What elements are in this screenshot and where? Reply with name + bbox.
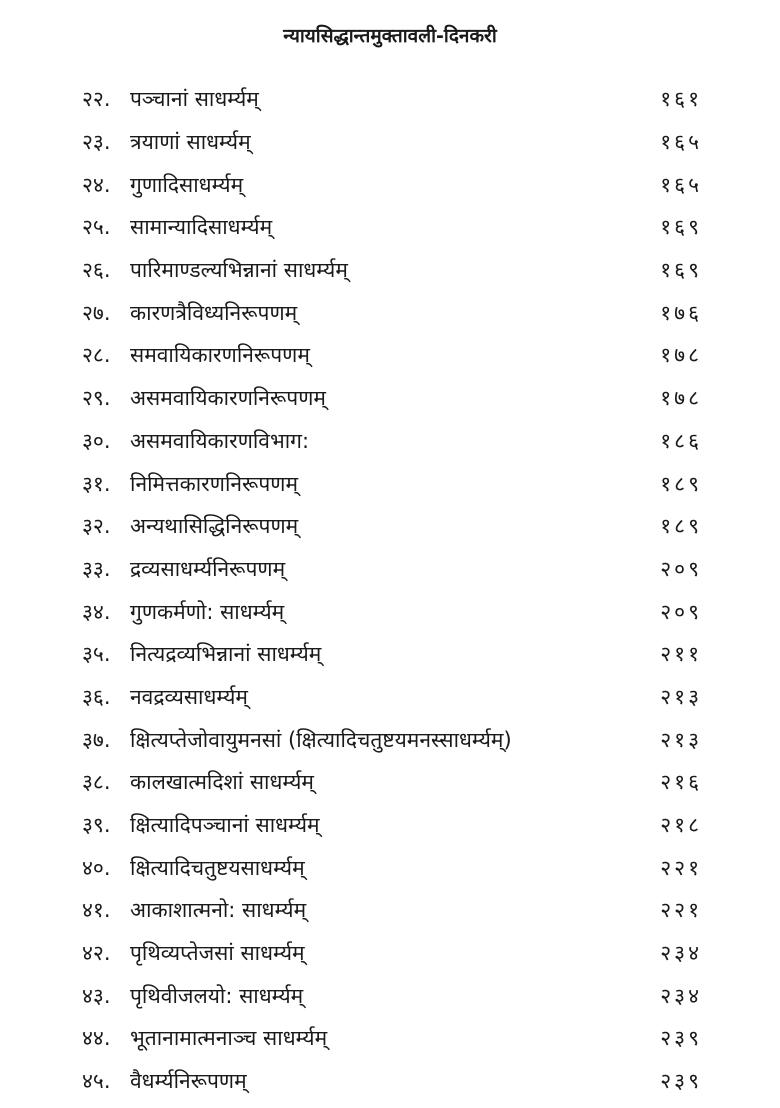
toc-entry bbox=[82, 804, 702, 847]
entry-page-number: २३४ bbox=[660, 941, 702, 966]
toc-entry bbox=[82, 590, 702, 633]
page-title: न्यायसिद्धान्तमुक्तावली-दिनकरी bbox=[283, 25, 497, 47]
entry-page-number: १६५ bbox=[660, 172, 702, 197]
entry-page-number: १८९ bbox=[660, 471, 702, 496]
entry-page-number: १६९ bbox=[660, 215, 702, 240]
entry-page-number: २१६ bbox=[660, 770, 702, 795]
entry-title: कालखात्मदिशां साधर्म्यम् bbox=[130, 770, 314, 795]
entry-number: ४४. bbox=[82, 1026, 111, 1051]
entry-title: वैधर्म्यनिरूपणम् bbox=[130, 1069, 247, 1094]
entry-title: समवायिकारणनिरूपणम् bbox=[130, 343, 310, 368]
entry-number: ४३. bbox=[82, 983, 111, 1008]
entry-title: सामान्यादिसाधर्म्यम् bbox=[130, 215, 273, 240]
toc-entry bbox=[82, 505, 702, 548]
entry-page-number: १६९ bbox=[660, 258, 702, 283]
toc-entry bbox=[82, 889, 702, 932]
entry-page-number: १८६ bbox=[660, 428, 702, 453]
toc-entry bbox=[82, 462, 702, 505]
toc-entry bbox=[82, 676, 702, 719]
entry-number: २५. bbox=[82, 215, 111, 240]
entry-page-number: १६१ bbox=[660, 87, 702, 112]
entry-title: अन्यथासिद्धिनिरूपणम् bbox=[130, 514, 299, 539]
entry-page-number: १७८ bbox=[660, 343, 702, 368]
toc-entry bbox=[82, 548, 702, 591]
entry-title: पारिमाण्डल्यभिन्नानां साधर्म्यम् bbox=[130, 258, 348, 283]
entry-number: ३०. bbox=[82, 428, 111, 453]
entry-title: नित्यद्रव्यभिन्नानां साधर्म्यम् bbox=[130, 642, 322, 667]
toc-entry bbox=[82, 121, 702, 164]
entry-number: ३५. bbox=[82, 642, 111, 667]
entry-title: पृथिवीजलयो: साधर्म्यम् bbox=[130, 983, 304, 1008]
entry-page-number: २०९ bbox=[660, 556, 702, 581]
entry-title: कारणत्रैविध्यनिरूपणम् bbox=[130, 300, 298, 325]
entry-title: द्रव्यसाधर्म्यनिरूपणम् bbox=[130, 556, 286, 581]
entry-page-number: २३९ bbox=[660, 1026, 702, 1051]
entry-number: ३९. bbox=[82, 813, 111, 838]
entry-number: ३१. bbox=[82, 471, 111, 496]
entry-number: ४५. bbox=[82, 1069, 111, 1094]
entry-page-number: १७८ bbox=[660, 386, 702, 411]
entry-page-number: २३४ bbox=[660, 983, 702, 1008]
entry-number: २४. bbox=[82, 172, 111, 197]
table-of-contents bbox=[82, 78, 702, 1103]
entry-page-number: २१३ bbox=[660, 684, 702, 709]
toc-entry bbox=[82, 1060, 702, 1103]
toc-entry bbox=[82, 932, 702, 975]
entry-title: पञ्चानां साधर्म्यम् bbox=[130, 87, 259, 112]
toc-entry bbox=[82, 1017, 702, 1060]
entry-page-number: २०९ bbox=[660, 599, 702, 624]
entry-page-number: २११ bbox=[660, 642, 702, 667]
toc-entry bbox=[82, 420, 702, 463]
entry-title: क्षित्यप्तेजोवायुमनसां (क्षित्यादिचतुष्टयमनस्साधर्म्यम्) bbox=[130, 727, 512, 752]
entry-title: गुणादिसाधर्म्यम् bbox=[130, 172, 244, 197]
toc-entry bbox=[82, 206, 702, 249]
entry-number: ४२. bbox=[82, 941, 111, 966]
toc-entry bbox=[82, 334, 702, 377]
toc-entry bbox=[82, 291, 702, 334]
entry-title: क्षित्यादिचतुष्टयसाधर्म्यम् bbox=[130, 855, 305, 880]
toc-entry bbox=[82, 163, 702, 206]
entry-number: २३. bbox=[82, 130, 111, 155]
entry-page-number: १८९ bbox=[660, 514, 702, 539]
entry-page-number: १७६ bbox=[660, 300, 702, 325]
entry-title: नवद्रव्यसाधर्म्यम् bbox=[130, 684, 248, 709]
entry-number: ३२. bbox=[82, 514, 111, 539]
entry-title: भूतानामात्मनाञ्च साधर्म्यम् bbox=[130, 1026, 328, 1051]
toc-entry bbox=[82, 761, 702, 804]
entry-number: ३६. bbox=[82, 684, 111, 709]
entry-page-number: २१३ bbox=[660, 727, 702, 752]
entry-number: २७. bbox=[82, 300, 111, 325]
entry-number: २२. bbox=[82, 87, 111, 112]
toc-entry bbox=[82, 633, 702, 676]
entry-page-number: २१८ bbox=[660, 813, 702, 838]
entry-page-number: २२१ bbox=[660, 898, 702, 923]
entry-page-number: १६५ bbox=[660, 130, 702, 155]
toc-entry bbox=[82, 974, 702, 1017]
entry-number: ३८. bbox=[82, 770, 111, 795]
entry-page-number: २२१ bbox=[660, 855, 702, 880]
entry-number: ४१. bbox=[82, 898, 111, 923]
entry-title: क्षित्यादिपञ्चानां साधर्म्यम् bbox=[130, 813, 320, 838]
entry-number: ३७. bbox=[82, 727, 111, 752]
entry-title: पृथिव्यप्तेजसां साधर्म्यम् bbox=[130, 941, 305, 966]
toc-entry bbox=[82, 718, 702, 761]
entry-title: असमवायिकारणविभाग: bbox=[130, 428, 310, 453]
entry-title: आकाशात्मनो: साधर्म्यम् bbox=[130, 898, 307, 923]
entry-number: ३३. bbox=[82, 556, 111, 581]
entry-title: गुणकर्मणो: साधर्म्यम् bbox=[130, 599, 285, 624]
entry-title: निमित्तकारणनिरूपणम् bbox=[130, 471, 299, 496]
entry-number: २८. bbox=[82, 343, 111, 368]
entry-title: त्रयाणां साधर्म्यम् bbox=[130, 130, 251, 155]
toc-entry bbox=[82, 846, 702, 889]
toc-entry bbox=[82, 377, 702, 420]
toc-entry bbox=[82, 249, 702, 292]
entry-number: ३४. bbox=[82, 599, 111, 624]
entry-title: असमवायिकारणनिरूपणम् bbox=[130, 386, 326, 411]
entry-number: २६. bbox=[82, 258, 111, 283]
entry-number: ४०. bbox=[82, 855, 111, 880]
entry-number: २९. bbox=[82, 386, 111, 411]
toc-entry bbox=[82, 78, 702, 121]
entry-page-number: २३९ bbox=[660, 1069, 702, 1094]
